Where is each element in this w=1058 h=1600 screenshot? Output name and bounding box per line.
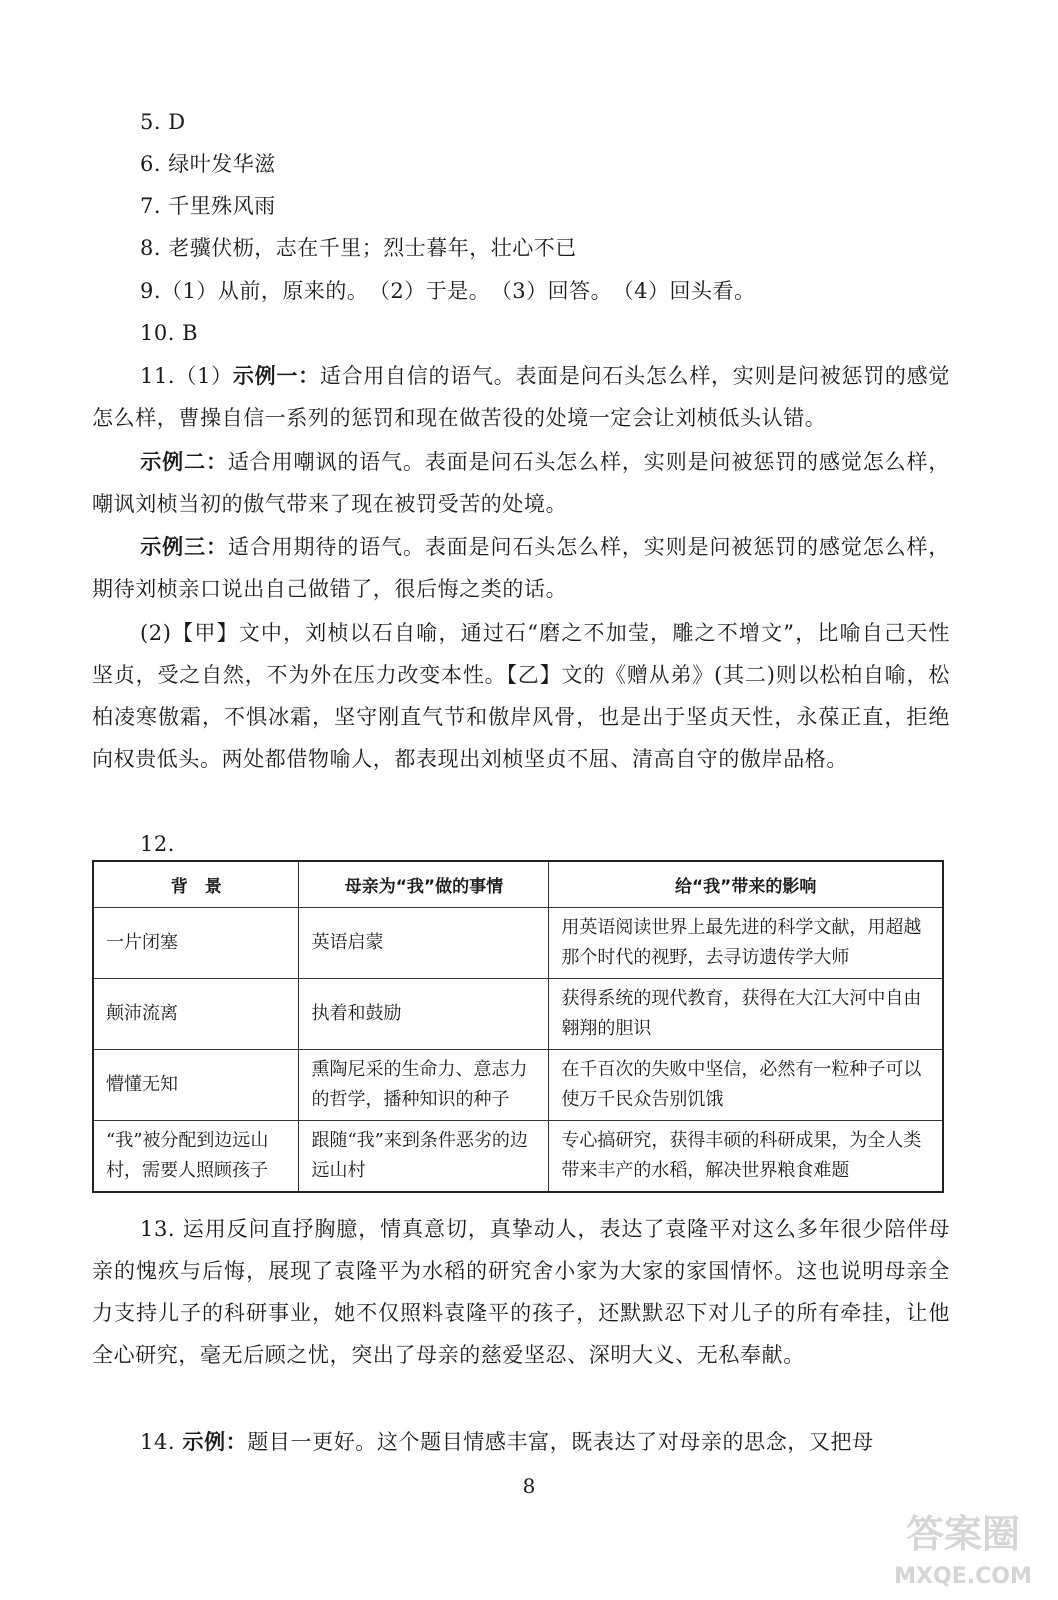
table-row — [93, 979, 943, 1050]
answer-12-number: 12. — [140, 832, 175, 856]
table-cell: 颠沛流离 — [93, 979, 299, 1050]
table-cell: 用英语阅读世界上最先进的科学文献，用超越那个时代的视野，去寻访遗传学大师 — [549, 908, 943, 979]
watermark-logo — [878, 1495, 1048, 1595]
example-1-text: 适合用自信的语气。表面是问石头怎么样，实则是问被惩罚的感觉怎么样，曹操自信一系列的惩罚和现在做苦役的处境一定会让刘桢低头认错。 — [92, 364, 950, 430]
answer-11-example-2 — [92, 441, 950, 525]
table-header-mother-actions: 母亲为“我”做的事情 — [299, 861, 549, 908]
page-number: 8 — [522, 1474, 536, 1498]
answer-14-number: 14. — [140, 1430, 183, 1454]
example-2-label: 示例二： — [140, 450, 228, 474]
answer-14-text: 题目一更好。这个题目情感丰富，既表达了对母亲的思念，又把母 — [247, 1430, 874, 1454]
table-row — [93, 1050, 943, 1121]
answer-10: 10. B — [140, 321, 199, 345]
answer-11-number: 11.（1） — [140, 364, 233, 388]
example-3-text: 适合用期待的语气。表面是问石头怎么样，实则是问被惩罚的感觉怎么样，期待刘桢亲口说出自己做错了，很后悔之类的话。 — [92, 535, 950, 601]
table-header-row — [93, 861, 943, 908]
answer-12-table — [92, 860, 944, 1193]
answer-8: 8. 老骥伏枥，志在千里；烈士暮年，壮心不已 — [140, 236, 577, 260]
table-cell: “我”被分配到边远山村，需要人照顾孩子 — [93, 1121, 299, 1193]
watermark-text-bottom: MXQE.COM — [894, 1564, 1032, 1589]
table-row — [93, 1121, 943, 1193]
answer-13 — [92, 1208, 950, 1376]
table-cell: 获得系统的现代教育，获得在大江大河中自由翱翔的胆识 — [549, 979, 943, 1050]
table-cell: 英语启蒙 — [299, 908, 549, 979]
table-cell: 执着和鼓励 — [299, 979, 549, 1050]
table-cell: 熏陶尼采的生命力、意志力的哲学，播种知识的种子 — [299, 1050, 549, 1121]
answer-7: 7. 千里殊风雨 — [140, 194, 276, 218]
table-cell: 懵懂无知 — [93, 1050, 299, 1121]
answer-14-label: 示例： — [182, 1430, 248, 1454]
table-header-background: 背 景 — [93, 861, 299, 908]
answer-11-part-2 — [92, 612, 950, 780]
example-1-label: 示例一： — [232, 364, 320, 388]
table-cell: 一片闭塞 — [93, 908, 299, 979]
answer-13-text: 13. 运用反问直抒胸臆，情真意切，真挚动人，表达了袁隆平对这么多年很少陪伴母亲的愧疚与后悔，展现了袁隆平为水稻的研究舍小家为大家的家国情怀。这也说明母亲全力支持儿子的科研事业，她不仅照料袁隆平的孩子，还默默忍下对儿子的所有牵挂，让他全心研究，毫无后顾之忧，突出了母亲的慈爱坚忍、深明大义、无私奉献。 — [92, 1217, 950, 1367]
answer-11-example-1 — [92, 355, 950, 439]
answer-11-example-3 — [92, 526, 950, 610]
table-cell: 专心搞研究，获得丰硕的科研成果，为全人类带来丰产的水稻，解决世界粮食难题 — [549, 1121, 943, 1193]
table-header-influence: 给“我”带来的影响 — [549, 861, 943, 908]
answer-5: 5. D — [140, 110, 186, 134]
answer-14 — [92, 1421, 950, 1463]
answer-6: 6. 绿叶发华滋 — [140, 152, 276, 176]
part-2-text: (2)【甲】文中，刘桢以石自喻，通过石“磨之不加莹，雕之不增文”，比喻自己天性坚贞，受之自然，不为外在压力改变本性。【乙】文的《赠从弟》(其二)则以松柏自喻，松柏凌寒傲霜，不惧冰霜，坚守刚直气节和傲岸风骨，也是出于坚贞天性，永葆正直，拒绝向权贵低头。两处都借物喻人，都表现出刘桢坚贞不屈、清高自守的傲岸品格。 — [92, 621, 950, 771]
table-row — [93, 908, 943, 979]
answer-9: 9.（1）从前，原来的。 （2）于是。 （3）回答。 （4）回头看。 — [140, 279, 756, 303]
watermark-text-top: 答案圈 — [905, 1512, 1021, 1556]
example-3-label: 示例三： — [140, 535, 228, 559]
example-2-text: 适合用嘲讽的语气。表面是问石头怎么样，实则是问被惩罚的感觉怎么样，嘲讽刘桢当初的傲气带来了现在被罚受苦的处境。 — [92, 450, 950, 516]
table-cell: 跟随“我”来到条件恶劣的边远山村 — [299, 1121, 549, 1193]
table-cell: 在千百次的失败中坚信，必然有一粒种子可以使万千民众告别饥饿 — [549, 1050, 943, 1121]
